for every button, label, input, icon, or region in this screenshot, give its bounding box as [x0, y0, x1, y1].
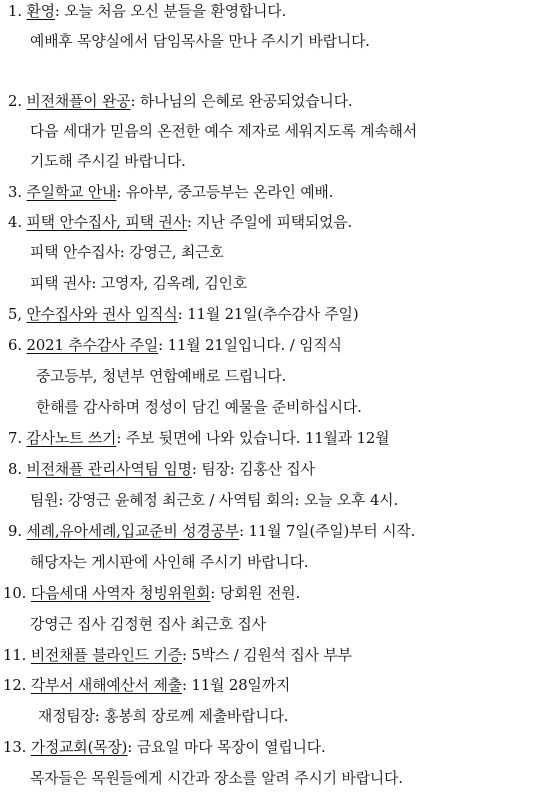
announcement-13-header [3, 738, 326, 758]
announcement-6-line-2: 한해를 감사하며 정성이 담긴 예물을 준비하십시다. [36, 399, 362, 416]
item-text: 유아부, 중고등부는 온라인 예배. [125, 184, 334, 201]
item-number: 2. [8, 93, 22, 110]
item-separator: : [210, 585, 220, 602]
item-separator: : [177, 306, 188, 323]
item-text: 오늘 처음 오신 분들을 환영합니다. [64, 3, 287, 20]
item-separator: : [116, 184, 126, 201]
announcement-8-line-1: 팀원: 강영근 윤혜정 최근호 / 사역팀 회의: 오늘 오후 4시. [30, 492, 399, 509]
item-title: 세례,유아세례,입교준비 성경공부 [26, 523, 240, 540]
announcement-4-header [8, 213, 352, 233]
announcement-2-line-1: 다음 세대가 믿음의 온전한 예수 제자로 세워지도록 계속해서 [30, 123, 418, 140]
item-separator: : [182, 677, 192, 694]
item-number: 8. [8, 461, 22, 478]
item-separator: : [116, 430, 126, 447]
item-number: 5, [8, 306, 22, 323]
item-text: 하나님의 은혜로 완공되었습니다. [140, 93, 353, 110]
item-number: 11. [3, 647, 27, 664]
item-title: 감사노트 쓰기 [26, 430, 117, 447]
item-text: 팀장: 김홍산 집사 [201, 461, 315, 478]
item-text: 11월 7일(주일)부터 시작. [248, 523, 416, 540]
item-number: 13. [3, 739, 27, 756]
item-text: 주보 뒷면에 나와 있습니다. 11월과 12월 [125, 430, 390, 447]
announcement-4-line-2: 피택 권사: 고영자, 김옥례, 김인호 [30, 275, 248, 292]
announcement-12-header [3, 676, 290, 696]
announcement-9-line-1: 해당자는 게시판에 사인해 주시기 바랍니다. [30, 554, 309, 571]
item-title: 2021 추수감사 주일 [26, 337, 159, 354]
announcement-6-line-1: 중고등부, 청년부 연합예배로 드립니다. [36, 368, 287, 385]
item-separator: : [239, 523, 249, 540]
item-title: 다음세대 사역자 청빙위원회 [30, 585, 211, 602]
item-text: 5박스 / 김원석 집사 부부 [191, 647, 352, 664]
item-text: 11월 21일입니다. / 임직식 [167, 337, 342, 354]
announcement-5-header [8, 305, 359, 325]
announcement-2-line-2: 기도해 주시길 바랍니다. [30, 153, 186, 170]
announcement-9-header [8, 522, 415, 542]
item-separator: : [191, 461, 202, 478]
announcement-10-header [3, 584, 300, 604]
item-number: 7. [8, 430, 22, 447]
announcement-6-header [8, 336, 342, 356]
announcement-8-header [8, 460, 315, 480]
announcement-3-header [8, 183, 333, 203]
item-title: 주일학교 안내 [26, 184, 117, 201]
announcement-2-header [8, 92, 353, 112]
item-title: 가정교회(목장) [30, 739, 128, 756]
item-separator: : [130, 93, 140, 110]
item-number: 4. [8, 214, 22, 231]
item-title: 비전채플이 완공 [26, 93, 131, 110]
item-text: 금요일 마다 목장이 열립니다. [136, 739, 326, 756]
item-number: 12. [3, 677, 27, 694]
item-text: 당회원 전원. [219, 585, 301, 602]
announcement-7-header [8, 429, 389, 449]
item-number: 3. [8, 184, 22, 201]
announcement-10-line-1: 강영근 집사 김정현 집사 최근호 집사 [30, 616, 266, 633]
announcement-4-line-1: 피택 안수집사: 강영근, 최근호 [30, 244, 224, 261]
item-title: 안수집사와 권사 임직식 [26, 306, 178, 323]
item-number: 9. [8, 523, 22, 540]
item-number: 10. [3, 585, 27, 602]
item-separator: : [127, 739, 137, 756]
announcement-12-line-1: 재정팀장: 홍봉희 장로께 제출바랍니다. [38, 708, 289, 725]
item-separator: : [186, 214, 197, 231]
announcement-11-header [3, 646, 352, 666]
item-separator: : [54, 3, 65, 20]
announcement-13-line-1: 목자들은 목원들에게 시간과 장소를 알려 주시기 바랍니다. [30, 770, 403, 787]
announcement-1-line-1: 예배후 목양실에서 담임목사을 만나 주시기 바랍니다. [30, 33, 370, 50]
item-separator: : [158, 337, 168, 354]
item-text: 지난 주일에 피택되었음. [196, 214, 353, 231]
item-number: 1. [8, 3, 22, 20]
item-title: 비전채플 관리사역팀 임명 [26, 461, 192, 478]
item-title: 환영 [26, 3, 55, 20]
item-separator: : [182, 647, 192, 664]
item-text: 11월 28일까지 [191, 677, 291, 694]
item-number: 6. [8, 337, 22, 354]
item-text: 11월 21일(추수감사 주일) [187, 306, 359, 323]
announcement-1-header [8, 2, 286, 22]
item-title: 비전채플 블라인드 기증 [30, 647, 182, 664]
item-title: 각부서 새해예산서 제출 [30, 677, 182, 694]
item-title: 피택 안수집사, 피택 권사 [26, 214, 187, 231]
